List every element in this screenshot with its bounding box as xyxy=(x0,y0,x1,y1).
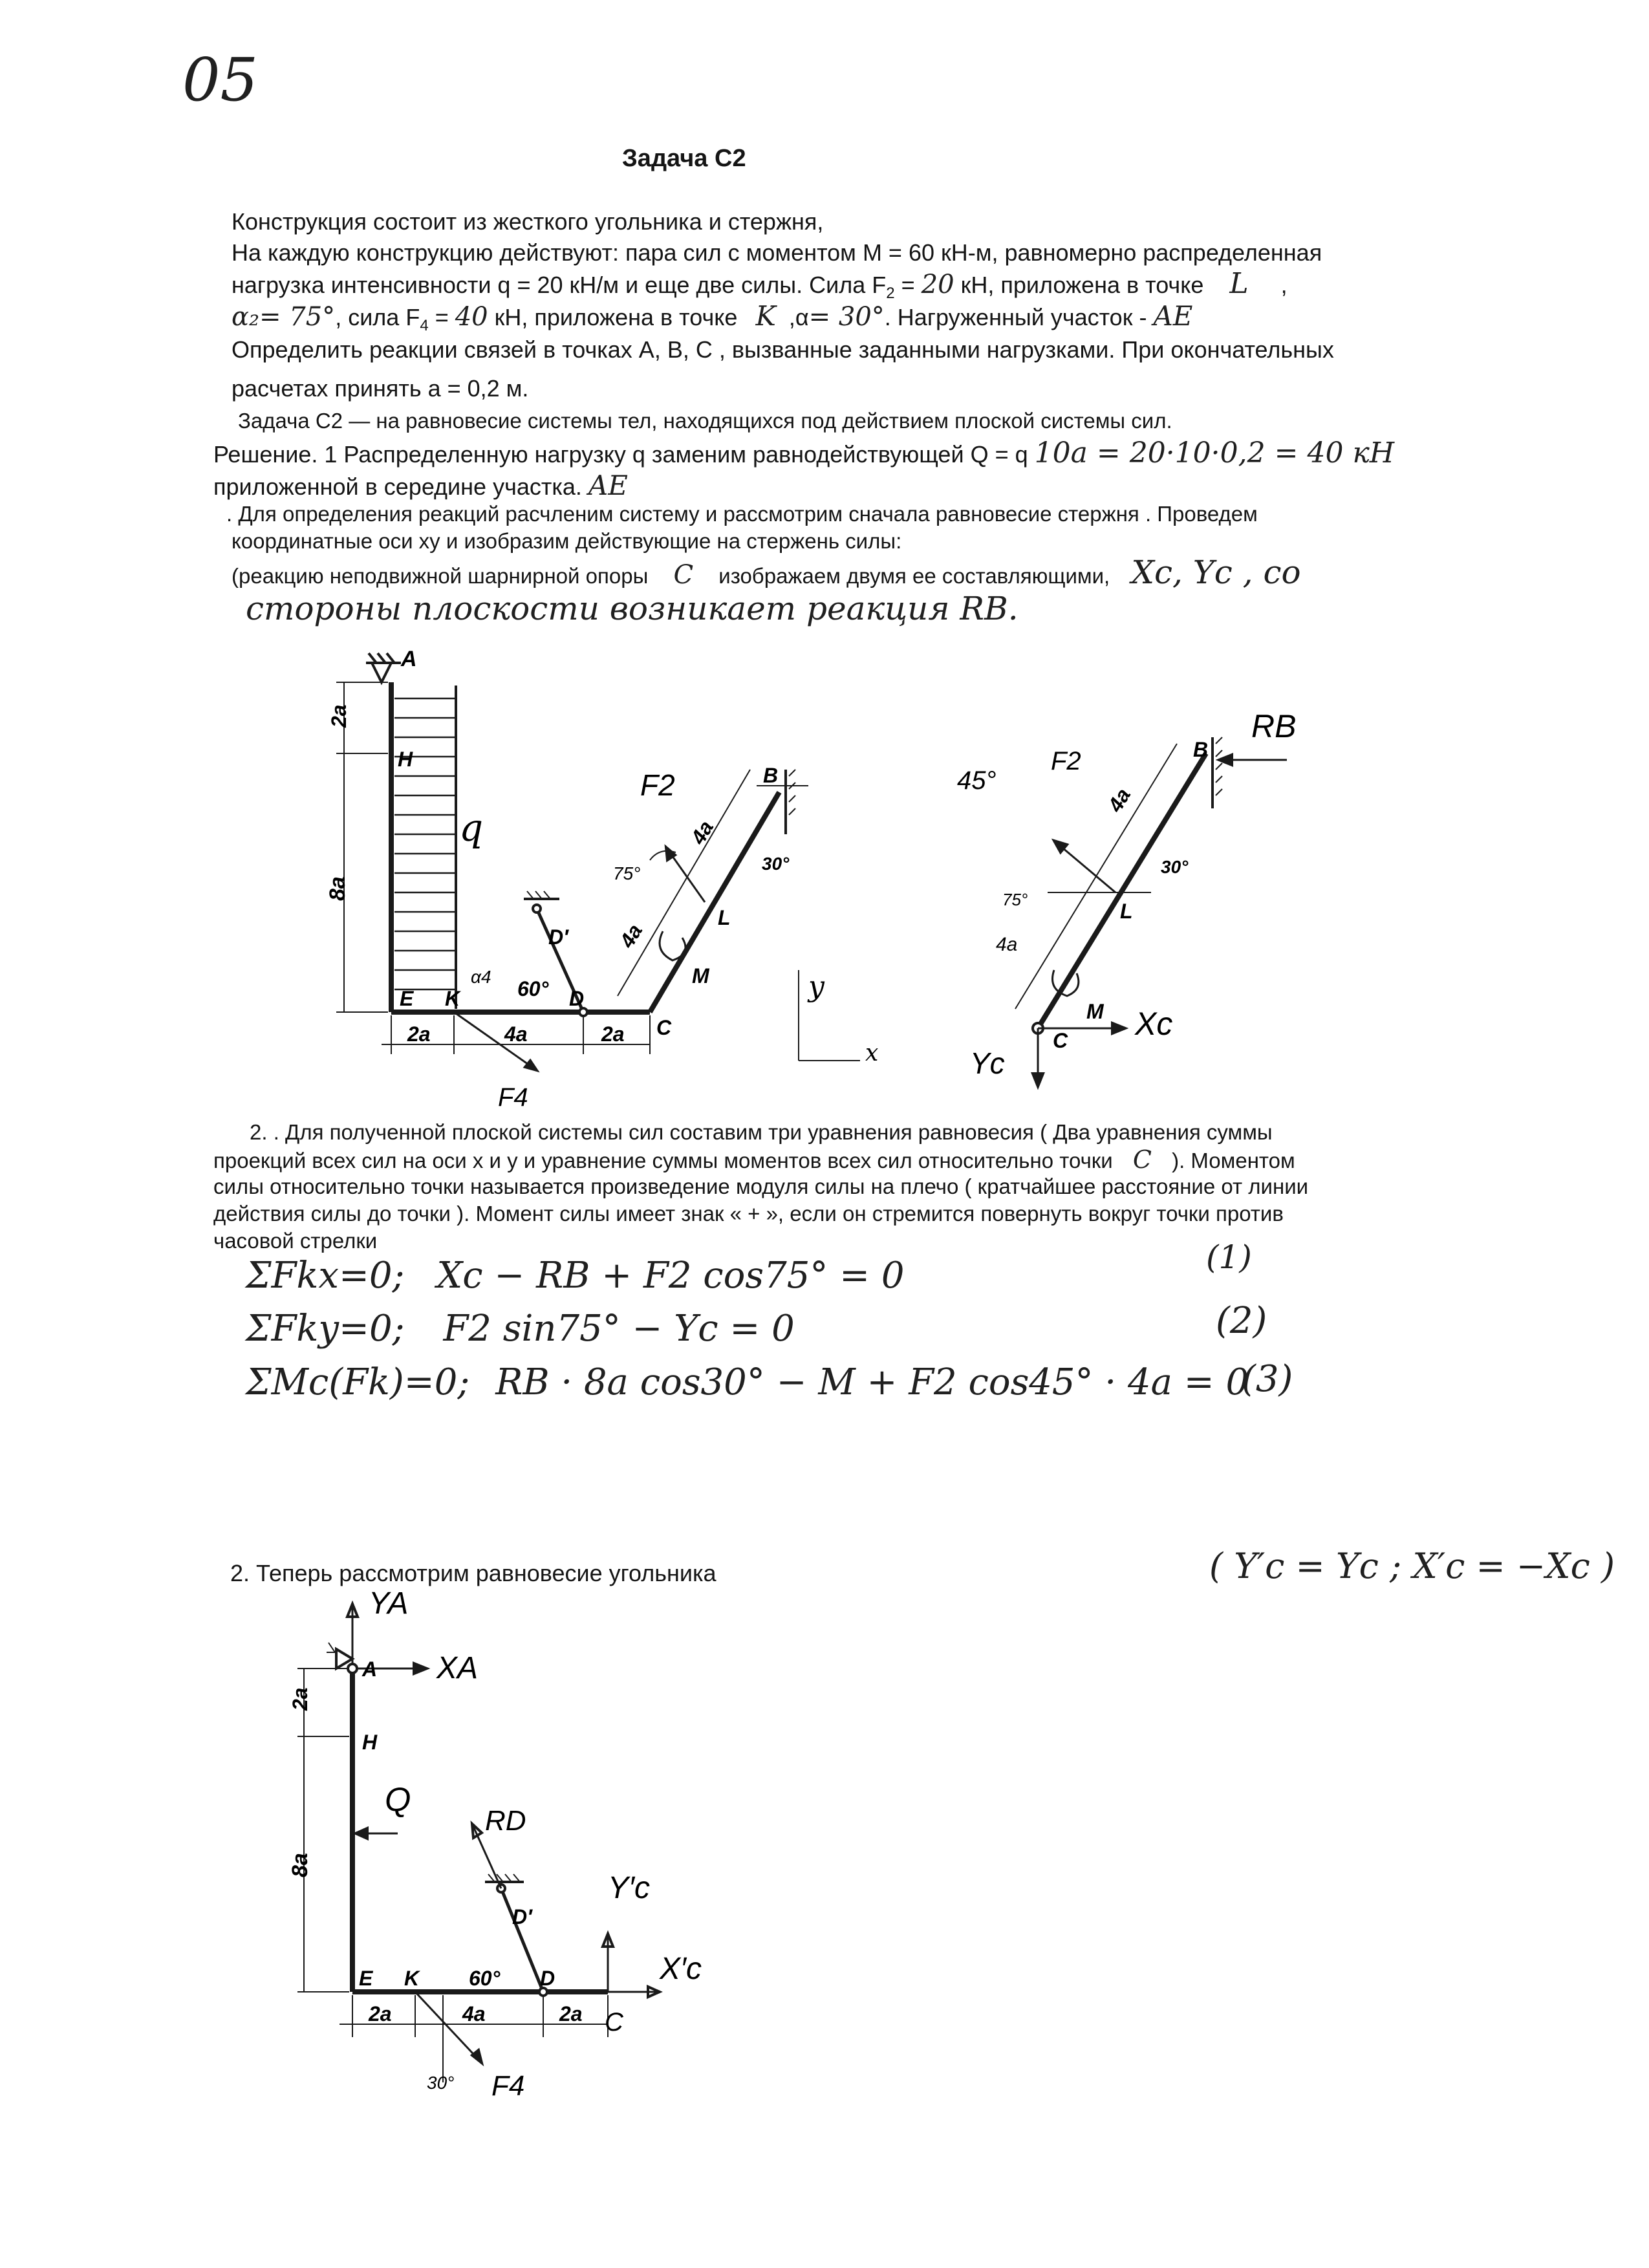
fig2-label-F2: F2 xyxy=(1051,747,1081,775)
problem-line-2: На каждую конструкцию действуют: пара сил с моментом М = 60 кН-м, равномерно распределенная xyxy=(232,239,1322,266)
fig3-label-Ycp: Y′c xyxy=(608,1871,651,1905)
equation-2: ΣFky=0; F2 sin75° − Yc = 0 xyxy=(246,1308,795,1350)
problem-line-1: Конструкция состоит из жесткого угольника и стержня, xyxy=(232,208,824,235)
fig3-angle-60: 60° xyxy=(469,1967,501,1990)
equation-1: ΣFkx=0; Xc − RB + F2 cos75° = 0 xyxy=(246,1255,905,1297)
fig1-dim-2a-vertical: 2a xyxy=(327,704,350,728)
page-number: 05 xyxy=(182,45,259,114)
fig2-dim-4a-upper: 4a xyxy=(1103,784,1136,816)
fig1-label-K: K xyxy=(445,987,460,1010)
fig1-dim-4a-lower: 4a xyxy=(614,920,647,952)
fig1-label-A: A xyxy=(401,647,417,671)
fig3-label-Xcp: X′c xyxy=(660,1952,702,1986)
equation-2-number: (2) xyxy=(1216,1300,1267,1342)
problem-line-7: Задача С2 — на равновесие системы тел, находящихся под действием плоской системы сил. xyxy=(238,409,1172,433)
fig3-label-C: C xyxy=(605,2008,623,2036)
section2-line-2: проекций всех сил на оси x и y и уравнение суммы моментов всех сил относительно точки C ). Моментом xyxy=(213,1145,1295,1174)
fig3-label-H: H xyxy=(362,1731,378,1754)
fig3-dim-2a-vertical: 2a xyxy=(288,1687,312,1711)
fig3-label-A: A xyxy=(362,1658,378,1681)
fig1-dim-8a: 8a xyxy=(325,876,350,901)
fig3-label-Dp: D′ xyxy=(512,1905,532,1928)
equation-1-number: (1) xyxy=(1206,1238,1252,1276)
problem-line-4: α₂= 75°, сила $F_4 = 40$ кН, приложена в точке K ,α= 30°. Нагруженный участок - AE xyxy=(232,300,1193,335)
fig2-label-B: B xyxy=(1193,738,1209,761)
problem-line-3: нагрузка интенсивности q = 20 кН/м и еще две силы. Сила $F_2 = 20$ кН, приложена в точке L , xyxy=(232,267,1288,303)
fig1-angle-30: 30° xyxy=(762,854,790,874)
fig3-dim-4a: 4a xyxy=(462,2002,486,2025)
fig1-label-M: M xyxy=(692,964,709,988)
fig1-label-L: L xyxy=(718,906,731,929)
problem-line-6: расчетах принять a = 0,2 м. xyxy=(232,375,529,402)
fig1-dim-2a-1: 2a xyxy=(407,1022,431,1046)
section2-line-5: часовой стрелки xyxy=(213,1229,378,1253)
solution-line-3: . Для определения реакций расчленим систему и рассмотрим сначала равновесие стержня . Проведем xyxy=(226,502,1258,526)
fig3-label-K: K xyxy=(404,1967,420,1990)
fig1-dim-4a-upper: 4a xyxy=(685,816,718,848)
fig2-label-Xc: Xc xyxy=(1135,1006,1173,1042)
fig3-dim-8a: 8a xyxy=(288,1853,312,1877)
fig1-axis-y: y xyxy=(808,970,824,1003)
fig2-dim-4a-lower: 4a xyxy=(996,934,1018,955)
fig3-label-E: E xyxy=(359,1967,373,1990)
fig1-label-D: D xyxy=(569,987,585,1010)
fig1-alpha4: α4 xyxy=(471,967,491,987)
page-title: Задача С2 xyxy=(622,145,746,172)
figure-construction xyxy=(304,647,951,1112)
fig2-label-Yc: Yc xyxy=(970,1046,1005,1080)
figure-rod xyxy=(957,698,1358,1099)
fig3-dim-2a-1: 2a xyxy=(369,2002,392,2025)
fig1-angle-75: 75° xyxy=(613,863,641,883)
fig3-label-YA: YA xyxy=(369,1591,409,1621)
solution-line-1: Решение. 1 Распределенную нагрузку q заменим равнодействующей Q = q 10a = 20·10·0,2 = 40 кН xyxy=(213,437,1395,470)
section3-line-1: 2. Теперь рассмотрим равновесие угольника xyxy=(230,1560,717,1586)
fig1-dim-2a-2: 2a xyxy=(601,1022,625,1046)
section2-line-3: силы относительно точки называется произведение модуля силы на плечо ( кратчайшее расстояние от линии xyxy=(213,1174,1309,1198)
fig3-label-RD: RD xyxy=(485,1805,526,1837)
fig1-angle-60: 60° xyxy=(517,977,549,1000)
fig2-angle-30: 30° xyxy=(1161,857,1189,877)
fig1-axis-x: x xyxy=(865,1040,879,1066)
section2-line-4: действия силы до точки ). Момент силы имеет знак « + », если он стремится повернуть вокруг точки против xyxy=(213,1202,1284,1226)
fig2-label-C: C xyxy=(1053,1029,1068,1052)
fig3-label-F4: F4 xyxy=(491,2070,525,2102)
fig3-label-XA: XA xyxy=(436,1651,479,1685)
fig1-label-E: E xyxy=(400,987,414,1010)
fig3-dim-2a-2: 2a xyxy=(559,2002,583,2025)
fig1-label-q: q xyxy=(459,806,484,850)
solution-line-2: приложенной в середине участка. AE xyxy=(213,470,628,501)
solution-line-4: координатные оси xy и изобразим действующие на стержень силы: xyxy=(232,529,902,553)
figure-angle xyxy=(272,1591,750,2121)
fig2-angle-45: 45° xyxy=(957,766,997,795)
fig1-label-C: C xyxy=(656,1016,672,1039)
fig1-label-H: H xyxy=(398,748,413,771)
section2-line-1: 2. . Для полученной плоской системы сил составим три уравнения равновесия ( Два уравнения суммы xyxy=(250,1120,1273,1144)
fig3-label-D: D xyxy=(540,1967,555,1990)
fig3-angle-30: 30° xyxy=(427,2073,455,2093)
fig1-label-Dp: D′ xyxy=(548,925,568,949)
fig1-label-F4: F4 xyxy=(498,1083,528,1112)
solution-line-5: (реакцию неподвижной шарнирной опоры C изображаем двумя ее составляющими, Xc, Yc , со xyxy=(232,554,1301,591)
fig1-label-F2: F2 xyxy=(640,768,675,802)
fig2-label-M: M xyxy=(1086,1000,1104,1023)
section3-note: ( Y′c = Yc ; X′c = −Xc ) xyxy=(1209,1546,1615,1586)
equation-3: ΣMc(Fk)=0; RB · 8a cos30° − M + F2 cos45° · 4a = 0 xyxy=(246,1361,1249,1403)
solution-line-6: стороны плоскости возникает реакция RB. xyxy=(246,590,1018,627)
fig2-label-RB: RB xyxy=(1251,708,1297,744)
equation-3-number: (3) xyxy=(1242,1358,1293,1400)
problem-line-5: Определить реакции связей в точках A, B, C , вызванные заданными нагрузками. При окончательных xyxy=(232,336,1334,363)
fig1-dim-4a: 4a xyxy=(504,1022,528,1046)
fig1-label-B: B xyxy=(763,764,779,787)
fig3-label-Q: Q xyxy=(385,1781,411,1819)
fig2-angle-75: 75° xyxy=(1002,890,1028,909)
fig2-label-L: L xyxy=(1120,900,1133,923)
